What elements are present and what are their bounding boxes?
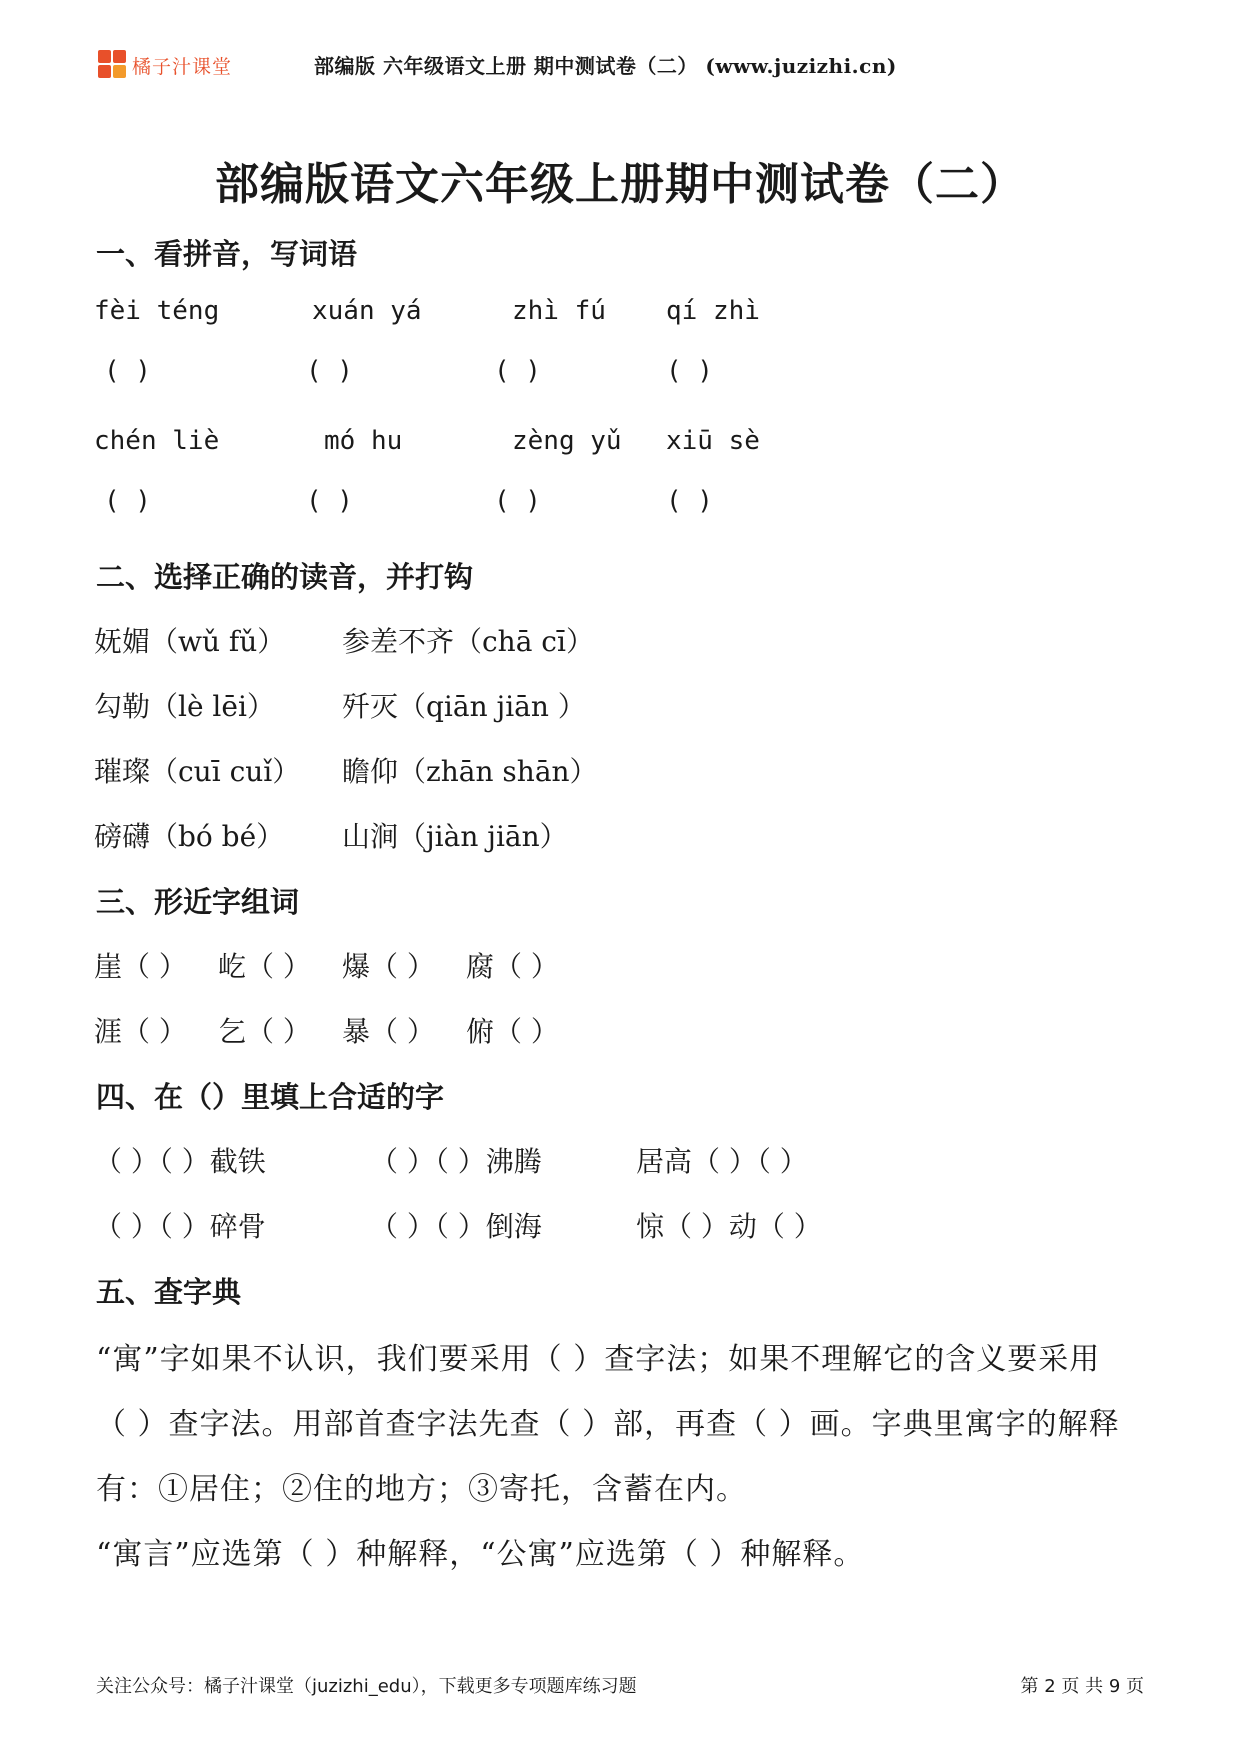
page-header — [0, 44, 1240, 84]
section-heading-1: 一、看拼音，写词语 — [96, 237, 358, 271]
reading-choice[interactable]: 山涧（jiàn jiān） — [342, 820, 568, 853]
idiom-blank[interactable]: 居高（ ）（ ） — [636, 1145, 808, 1178]
word-item[interactable]: 乞（ ） — [218, 1015, 311, 1048]
word-item[interactable]: 暴（ ） — [342, 1015, 435, 1048]
idiom-blank[interactable]: （ ）（ ）倒海 — [370, 1210, 542, 1243]
word-item[interactable]: 俯（ ） — [466, 1015, 559, 1048]
dictionary-question-line: “寓言”应选第（ ）种解释，“公寓”应选第（ ）种解释。 — [96, 1537, 865, 1572]
answer-blank[interactable]: ( ) — [666, 356, 713, 386]
page-number: 第 2 页 共 9 页 — [1020, 1676, 1144, 1697]
header-title: 部编版 六年级语文上册 期中测试卷（二） (www.juzizhi.cn) — [314, 54, 897, 78]
section-heading-5: 五、查字典 — [96, 1275, 242, 1309]
dictionary-question-line: 有：①居住；②住的地方；③寄托，含蓄在内。 — [96, 1472, 747, 1507]
logo-text: 橘子汁课堂 — [132, 55, 233, 78]
word-item[interactable]: 腐（ ） — [466, 950, 559, 983]
dictionary-question-line: “寓”字如果不认识，我们要采用（ ）查字法；如果不理解它的含义要采用 — [96, 1342, 1101, 1377]
word-item[interactable]: 爆（ ） — [342, 950, 435, 983]
brand-logo — [98, 50, 232, 80]
idiom-blank[interactable]: 惊（ ）动（ ） — [636, 1210, 822, 1243]
answer-blank[interactable]: ( ) — [104, 486, 151, 516]
reading-choice[interactable]: 参差不齐（chā cī） — [342, 625, 594, 658]
pinyin: zèng yǔ — [512, 426, 622, 456]
reading-choice[interactable]: 磅礴（bó bé） — [94, 820, 285, 853]
word-item[interactable]: 涯（ ） — [94, 1015, 187, 1048]
section-heading-3: 三、形近字组词 — [96, 885, 300, 919]
idiom-blank[interactable]: （ ）（ ）沸腾 — [370, 1145, 542, 1178]
idiom-blank[interactable]: （ ）（ ）截铁 — [94, 1145, 266, 1178]
pinyin: xiū sè — [666, 426, 760, 456]
word-item[interactable]: 崖（ ） — [94, 950, 187, 983]
reading-choice[interactable]: 歼灭（qiān jiān ） — [342, 690, 586, 723]
section-heading-4: 四、在（）里填上合适的字 — [96, 1080, 445, 1114]
pinyin: chén liè — [94, 426, 220, 456]
reading-choice[interactable]: 瞻仰（zhān shān） — [342, 755, 598, 788]
pinyin: zhì fú — [512, 296, 606, 326]
pinyin: xuán yá — [312, 296, 422, 326]
reading-choice[interactable]: 妩媚（wǔ fǔ） — [94, 625, 286, 658]
pinyin: mó hu — [324, 426, 403, 456]
dictionary-question-line: （ ）查字法。用部首查字法先查（ ）部，再查（ ）画。字典里寓字的解释 — [96, 1407, 1120, 1442]
answer-blank[interactable]: ( ) — [494, 356, 541, 386]
pinyin: qí zhì — [666, 296, 760, 326]
idiom-blank[interactable]: （ ）（ ）碎骨 — [94, 1210, 266, 1243]
reading-choice[interactable]: 璀璨（cuī cuǐ） — [94, 755, 301, 788]
pinyin: fèi téng — [94, 296, 220, 326]
answer-blank[interactable]: ( ) — [104, 356, 151, 386]
footer-note: 关注公众号：橘子汁课堂（juzizhi_edu），下载更多专项题库练习题 — [96, 1676, 637, 1697]
reading-choice[interactable]: 勾勒（lè lēi） — [94, 690, 275, 723]
section-heading-2: 二、选择正确的读音，并打钩 — [96, 560, 474, 594]
word-item[interactable]: 屹（ ） — [218, 950, 311, 983]
answer-blank[interactable]: ( ) — [494, 486, 541, 516]
answer-blank[interactable]: ( ) — [666, 486, 713, 516]
page-title: 部编版语文六年级上册期中测试卷（二） — [215, 159, 1025, 210]
logo-icon — [98, 50, 128, 80]
answer-blank[interactable]: ( ) — [306, 486, 353, 516]
answer-blank[interactable]: ( ) — [306, 356, 353, 386]
